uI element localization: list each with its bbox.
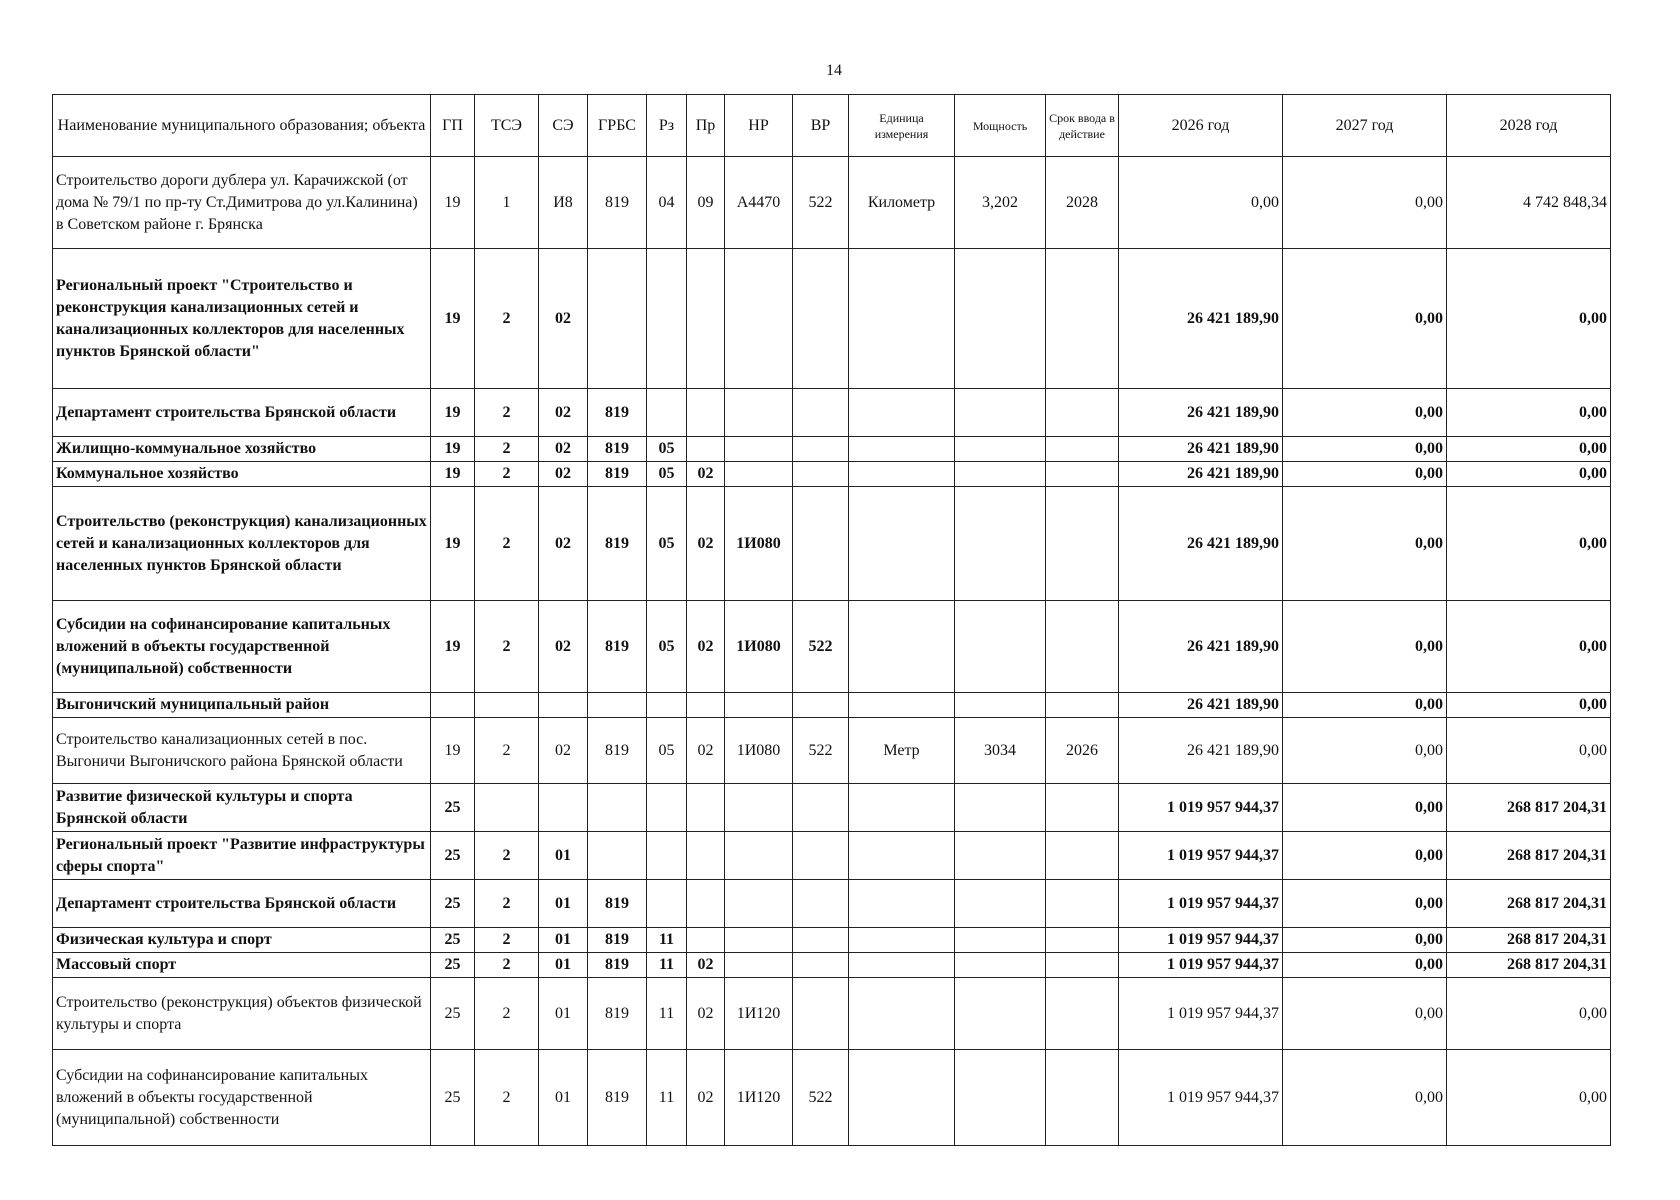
row-nr: [725, 389, 793, 437]
row-term: 2026: [1046, 718, 1119, 784]
header-grbs: ГРБС: [588, 95, 647, 157]
row-vr: 522: [793, 1050, 849, 1146]
row-gp: 19: [431, 462, 475, 487]
row-unit: Метр: [849, 718, 955, 784]
row-unit: [849, 437, 955, 462]
row-rz: 05: [647, 718, 687, 784]
row-pr: [687, 928, 725, 953]
row-unit: [849, 1050, 955, 1146]
row-2028: 0,00: [1447, 487, 1611, 601]
row-2027: 0,00: [1283, 462, 1447, 487]
row-se: 02: [539, 249, 588, 389]
row-grbs: 819: [588, 389, 647, 437]
row-unit: [849, 978, 955, 1050]
row-se: 02: [539, 718, 588, 784]
row-nr: [725, 953, 793, 978]
row-2027: 0,00: [1283, 157, 1447, 249]
row-term: [1046, 693, 1119, 718]
row-gp: 19: [431, 157, 475, 249]
row-term: [1046, 880, 1119, 928]
header-vr: ВР: [793, 95, 849, 157]
row-name: Физическая культура и спорт: [53, 928, 431, 953]
row-name: Выгоничский муниципальный район: [53, 693, 431, 718]
row-grbs: [588, 832, 647, 880]
row-capacity: [955, 1050, 1046, 1146]
row-2026: 26 421 189,90: [1119, 601, 1283, 693]
row-name: Развитие физической культуры и спорта Брянской области: [53, 784, 431, 832]
header-2027: 2027 год: [1283, 95, 1447, 157]
row-name: Региональный проект "Строительство и реконструкция канализационных сетей и канализационных коллекторов для населенных пунктов Брянской области": [53, 249, 431, 389]
row-rz: 05: [647, 462, 687, 487]
row-2027: 0,00: [1283, 601, 1447, 693]
row-pr: [687, 249, 725, 389]
table-row: [53, 389, 1611, 437]
header-rz: Рз: [647, 95, 687, 157]
row-se: 02: [539, 487, 588, 601]
header-2028: 2028 год: [1447, 95, 1611, 157]
row-2026: 1 019 957 944,37: [1119, 978, 1283, 1050]
table-row: [53, 437, 1611, 462]
row-term: [1046, 437, 1119, 462]
table-row: [53, 1050, 1611, 1146]
row-rz: [647, 249, 687, 389]
row-grbs: 819: [588, 880, 647, 928]
row-tse: [475, 784, 539, 832]
row-nr: 1И080: [725, 601, 793, 693]
row-grbs: 819: [588, 487, 647, 601]
row-gp: 19: [431, 249, 475, 389]
row-se: 01: [539, 978, 588, 1050]
row-2027: 0,00: [1283, 978, 1447, 1050]
row-tse: 2: [475, 389, 539, 437]
row-capacity: [955, 601, 1046, 693]
row-pr: 02: [687, 978, 725, 1050]
row-2028: 0,00: [1447, 462, 1611, 487]
header-se: СЭ: [539, 95, 588, 157]
row-tse: 2: [475, 880, 539, 928]
row-gp: 25: [431, 953, 475, 978]
row-pr: [687, 437, 725, 462]
row-name: Строительство (реконструкция) объектов физической культуры и спорта: [53, 978, 431, 1050]
table-row: [53, 462, 1611, 487]
table-row: [53, 601, 1611, 693]
row-rz: [647, 880, 687, 928]
row-rz: [647, 784, 687, 832]
row-se: 02: [539, 389, 588, 437]
row-2026: 1 019 957 944,37: [1119, 880, 1283, 928]
row-2028: 0,00: [1447, 718, 1611, 784]
row-2027: 0,00: [1283, 249, 1447, 389]
row-rz: 04: [647, 157, 687, 249]
row-grbs: 819: [588, 437, 647, 462]
header-2026: 2026 год: [1119, 95, 1283, 157]
row-name: Строительство (реконструкция) канализационных сетей и канализационных коллекторов для населенных пунктов Брянской области: [53, 487, 431, 601]
row-2028: 0,00: [1447, 601, 1611, 693]
row-term: [1046, 978, 1119, 1050]
row-capacity: [955, 880, 1046, 928]
row-vr: 522: [793, 718, 849, 784]
row-tse: 2: [475, 718, 539, 784]
row-capacity: 3,202: [955, 157, 1046, 249]
row-nr: [725, 832, 793, 880]
row-gp: 19: [431, 389, 475, 437]
row-gp: 19: [431, 437, 475, 462]
row-gp: 25: [431, 832, 475, 880]
row-vr: [793, 437, 849, 462]
row-term: 2028: [1046, 157, 1119, 249]
row-pr: [687, 880, 725, 928]
row-2028: 4 742 848,34: [1447, 157, 1611, 249]
table-row: [53, 880, 1611, 928]
row-se: [539, 784, 588, 832]
row-vr: 522: [793, 157, 849, 249]
row-se: 01: [539, 880, 588, 928]
row-2027: 0,00: [1283, 487, 1447, 601]
row-nr: 1И120: [725, 978, 793, 1050]
row-tse: 2: [475, 953, 539, 978]
row-2027: 0,00: [1283, 437, 1447, 462]
row-nr: [725, 784, 793, 832]
row-2028: 0,00: [1447, 693, 1611, 718]
row-pr: 02: [687, 601, 725, 693]
header-tse: ТСЭ: [475, 95, 539, 157]
row-tse: 2: [475, 832, 539, 880]
table-row: [53, 832, 1611, 880]
row-rz: [647, 693, 687, 718]
row-name: Жилищно-коммунальное хозяйство: [53, 437, 431, 462]
row-vr: [793, 462, 849, 487]
row-gp: 25: [431, 784, 475, 832]
header-unit: Единица измерения: [849, 95, 955, 157]
row-rz: 05: [647, 437, 687, 462]
row-gp: [431, 693, 475, 718]
row-se: 02: [539, 462, 588, 487]
row-capacity: [955, 784, 1046, 832]
row-2028: 0,00: [1447, 249, 1611, 389]
row-2027: 0,00: [1283, 928, 1447, 953]
row-pr: 02: [687, 718, 725, 784]
row-2027: 0,00: [1283, 784, 1447, 832]
row-2026: 26 421 189,90: [1119, 437, 1283, 462]
row-nr: [725, 249, 793, 389]
row-unit: [849, 462, 955, 487]
row-term: [1046, 784, 1119, 832]
row-unit: [849, 249, 955, 389]
row-tse: 2: [475, 1050, 539, 1146]
row-name: Массовый спорт: [53, 953, 431, 978]
row-pr: 02: [687, 1050, 725, 1146]
row-term: [1046, 832, 1119, 880]
row-pr: [687, 832, 725, 880]
header-name: Наименование муниципального образования; объекта: [53, 95, 431, 157]
row-unit: [849, 880, 955, 928]
row-gp: 25: [431, 880, 475, 928]
row-grbs: [588, 784, 647, 832]
row-rz: 11: [647, 978, 687, 1050]
row-grbs: 819: [588, 157, 647, 249]
row-unit: [849, 693, 955, 718]
row-capacity: [955, 953, 1046, 978]
row-2027: 0,00: [1283, 953, 1447, 978]
row-2027: 0,00: [1283, 880, 1447, 928]
row-term: [1046, 249, 1119, 389]
row-nr: 1И080: [725, 487, 793, 601]
row-2028: 268 817 204,31: [1447, 784, 1611, 832]
row-rz: [647, 832, 687, 880]
row-gp: 19: [431, 487, 475, 601]
table-row: [53, 693, 1611, 718]
row-vr: [793, 880, 849, 928]
row-grbs: 819: [588, 953, 647, 978]
row-unit: Километр: [849, 157, 955, 249]
row-grbs: 819: [588, 928, 647, 953]
row-2026: 26 421 189,90: [1119, 462, 1283, 487]
row-vr: [793, 832, 849, 880]
row-capacity: [955, 928, 1046, 953]
row-se: 01: [539, 1050, 588, 1146]
row-2027: 0,00: [1283, 718, 1447, 784]
row-grbs: 819: [588, 978, 647, 1050]
row-name: Субсидии на софинансирование капитальных вложений в объекты государственной (муниципальной) собственности: [53, 1050, 431, 1146]
row-2026: 1 019 957 944,37: [1119, 928, 1283, 953]
row-name: Субсидии на софинансирование капитальных вложений в объекты государственной (муниципальной) собственности: [53, 601, 431, 693]
row-tse: 2: [475, 437, 539, 462]
row-pr: [687, 693, 725, 718]
row-2028: 0,00: [1447, 978, 1611, 1050]
row-rz: 05: [647, 601, 687, 693]
row-2028: 268 817 204,31: [1447, 880, 1611, 928]
row-nr: 1И120: [725, 1050, 793, 1146]
table-body: [53, 157, 1611, 1146]
row-name: Департамент строительства Брянской области: [53, 880, 431, 928]
row-2026: 1 019 957 944,37: [1119, 1050, 1283, 1146]
row-name: Коммунальное хозяйство: [53, 462, 431, 487]
row-2028: 268 817 204,31: [1447, 928, 1611, 953]
row-se: 02: [539, 437, 588, 462]
row-tse: 2: [475, 462, 539, 487]
row-2026: 1 019 957 944,37: [1119, 784, 1283, 832]
row-2028: 0,00: [1447, 1050, 1611, 1146]
row-grbs: 819: [588, 718, 647, 784]
row-2027: 0,00: [1283, 389, 1447, 437]
header-term: Срок ввода в действие: [1046, 95, 1119, 157]
header-pr: Пр: [687, 95, 725, 157]
row-grbs: 819: [588, 1050, 647, 1146]
row-capacity: [955, 487, 1046, 601]
row-nr: [725, 462, 793, 487]
row-tse: 1: [475, 157, 539, 249]
row-2026: 1 019 957 944,37: [1119, 832, 1283, 880]
row-gp: 19: [431, 718, 475, 784]
row-nr: [725, 880, 793, 928]
row-capacity: [955, 389, 1046, 437]
row-gp: 19: [431, 601, 475, 693]
budget-table: [52, 94, 1611, 1146]
row-vr: [793, 978, 849, 1050]
row-rz: 11: [647, 928, 687, 953]
row-gp: 25: [431, 978, 475, 1050]
row-nr: [725, 437, 793, 462]
row-se: И8: [539, 157, 588, 249]
header-capacity: Мощность: [955, 95, 1046, 157]
row-term: [1046, 928, 1119, 953]
row-vr: [793, 928, 849, 953]
row-2028: 0,00: [1447, 437, 1611, 462]
row-term: [1046, 462, 1119, 487]
row-term: [1046, 487, 1119, 601]
row-name: Строительство канализационных сетей в пос. Выгоничи Выгоничского района Брянской области: [53, 718, 431, 784]
row-2026: 0,00: [1119, 157, 1283, 249]
row-2026: 26 421 189,90: [1119, 487, 1283, 601]
header-row: [53, 95, 1611, 157]
row-tse: 2: [475, 928, 539, 953]
row-pr: 02: [687, 462, 725, 487]
row-vr: [793, 389, 849, 437]
row-capacity: [955, 978, 1046, 1050]
header-gp: ГП: [431, 95, 475, 157]
table-row: [53, 487, 1611, 601]
table-row: [53, 249, 1611, 389]
page-number: 14: [826, 62, 842, 79]
row-unit: [849, 832, 955, 880]
header-nr: НР: [725, 95, 793, 157]
row-2028: 268 817 204,31: [1447, 832, 1611, 880]
row-tse: [475, 693, 539, 718]
row-name: Региональный проект "Развитие инфраструктуры сферы спорта": [53, 832, 431, 880]
row-se: 01: [539, 832, 588, 880]
row-nr: 1И080: [725, 718, 793, 784]
row-capacity: [955, 462, 1046, 487]
row-rz: 05: [647, 487, 687, 601]
row-pr: 02: [687, 953, 725, 978]
row-nr: [725, 693, 793, 718]
table-row: [53, 157, 1611, 249]
row-2027: 0,00: [1283, 832, 1447, 880]
row-gp: 25: [431, 1050, 475, 1146]
row-unit: [849, 953, 955, 978]
row-tse: 2: [475, 601, 539, 693]
row-unit: [849, 601, 955, 693]
row-rz: [647, 389, 687, 437]
row-rz: 11: [647, 1050, 687, 1146]
table-row: [53, 718, 1611, 784]
table-row: [53, 784, 1611, 832]
row-capacity: 3034: [955, 718, 1046, 784]
row-unit: [849, 389, 955, 437]
row-unit: [849, 487, 955, 601]
row-unit: [849, 928, 955, 953]
row-2028: 0,00: [1447, 389, 1611, 437]
table-row: [53, 978, 1611, 1050]
table-row: [53, 953, 1611, 978]
row-vr: [793, 953, 849, 978]
row-pr: [687, 784, 725, 832]
row-capacity: [955, 437, 1046, 462]
row-vr: [793, 693, 849, 718]
row-se: 01: [539, 928, 588, 953]
row-vr: 522: [793, 601, 849, 693]
row-2027: 0,00: [1283, 693, 1447, 718]
row-se: 01: [539, 953, 588, 978]
row-grbs: [588, 693, 647, 718]
row-term: [1046, 601, 1119, 693]
row-2026: 1 019 957 944,37: [1119, 953, 1283, 978]
row-2026: 26 421 189,90: [1119, 693, 1283, 718]
row-pr: [687, 389, 725, 437]
row-term: [1046, 953, 1119, 978]
row-tse: 2: [475, 249, 539, 389]
row-nr: [725, 928, 793, 953]
row-pr: 02: [687, 487, 725, 601]
row-2026: 26 421 189,90: [1119, 249, 1283, 389]
row-capacity: [955, 693, 1046, 718]
row-gp: 25: [431, 928, 475, 953]
row-capacity: [955, 832, 1046, 880]
row-vr: [793, 249, 849, 389]
row-pr: 09: [687, 157, 725, 249]
row-tse: 2: [475, 487, 539, 601]
row-se: 02: [539, 601, 588, 693]
row-2028: 268 817 204,31: [1447, 953, 1611, 978]
row-name: Строительство дороги дублера ул. Карачижской (от дома № 79/1 по пр-ту Ст.Димитрова до ул.Калинина) в Советском районе г. Брянска: [53, 157, 431, 249]
row-grbs: 819: [588, 462, 647, 487]
row-term: [1046, 389, 1119, 437]
row-capacity: [955, 249, 1046, 389]
row-grbs: [588, 249, 647, 389]
row-2026: 26 421 189,90: [1119, 718, 1283, 784]
row-2027: 0,00: [1283, 1050, 1447, 1146]
row-vr: [793, 784, 849, 832]
row-name: Департамент строительства Брянской области: [53, 389, 431, 437]
row-grbs: 819: [588, 601, 647, 693]
row-rz: 11: [647, 953, 687, 978]
row-term: [1046, 1050, 1119, 1146]
row-nr: А4470: [725, 157, 793, 249]
row-tse: 2: [475, 978, 539, 1050]
row-unit: [849, 784, 955, 832]
table-row: [53, 928, 1611, 953]
row-2026: 26 421 189,90: [1119, 389, 1283, 437]
row-vr: [793, 487, 849, 601]
row-se: [539, 693, 588, 718]
